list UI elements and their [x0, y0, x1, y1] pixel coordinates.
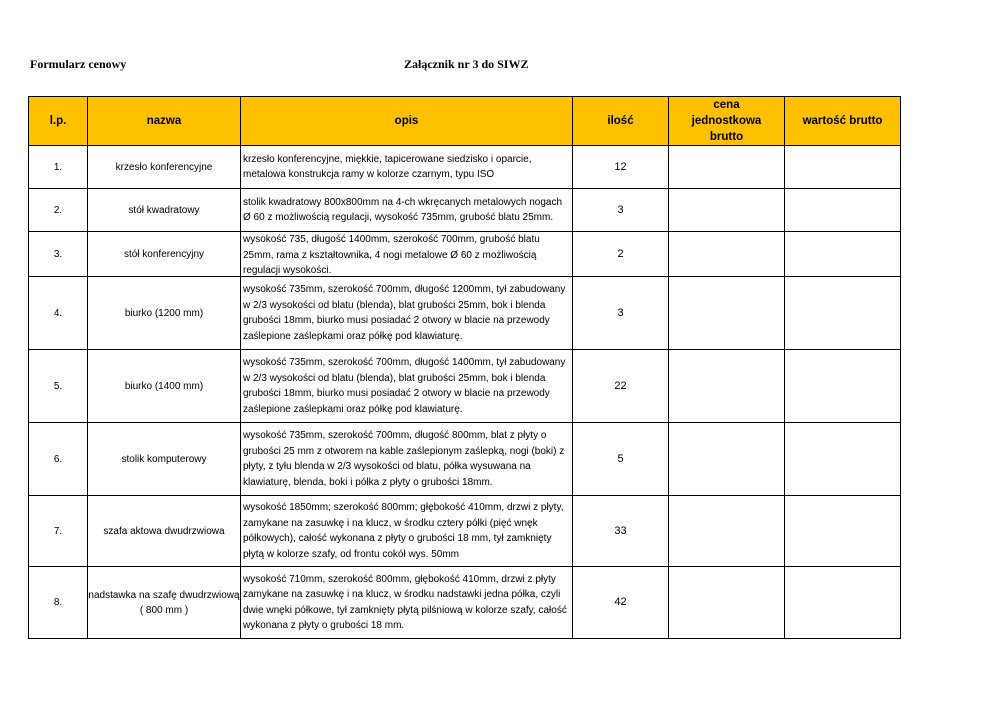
cell-ilosc: 22	[573, 350, 669, 423]
cell-opis	[241, 423, 573, 496]
cell-ilosc: 12	[573, 146, 669, 189]
cell-wartosc[interactable]	[785, 567, 901, 639]
cell-opis	[241, 189, 573, 232]
cell-cena[interactable]	[669, 146, 785, 189]
cell-wartosc[interactable]	[785, 423, 901, 496]
cell-opis	[241, 350, 573, 423]
cell-nazwa: nadstawka na szafę dwudrzwiową ( 800 mm )	[88, 567, 241, 639]
cell-nazwa: biurko (1400 mm)	[88, 350, 241, 423]
attachment-title: Załącznik nr 3 do SIWZ	[404, 57, 529, 71]
cell-ilosc: 3	[573, 277, 669, 350]
cell-opis	[241, 567, 573, 639]
table-row	[29, 350, 901, 423]
cell-opis-text: krzesło konferencyjne, miękkie, tapicerowane siedzisko i oparcie, metalowa konstrukcja ramy w kolorze czarnym, typu ISO	[243, 153, 532, 180]
price-table	[28, 96, 901, 639]
cell-lp: 1.	[29, 146, 88, 189]
cell-cena[interactable]	[669, 423, 785, 496]
cell-lp: 6.	[29, 423, 88, 496]
cell-cena[interactable]	[669, 189, 785, 232]
col-header-ilosc: ilość	[573, 97, 669, 146]
cell-wartosc[interactable]	[785, 146, 901, 189]
cell-nazwa: stół kwadratowy	[88, 189, 241, 232]
cell-nazwa: szafa aktowa dwudrzwiowa	[88, 496, 241, 567]
col-header-opis: opis	[241, 97, 573, 146]
cell-wartosc[interactable]	[785, 232, 901, 277]
cell-lp: 3.	[29, 232, 88, 277]
table-row	[29, 277, 901, 350]
table-row	[29, 232, 901, 277]
cell-ilosc: 2	[573, 232, 669, 277]
col-header-wartosc: wartość brutto	[785, 97, 901, 146]
cell-opis	[241, 232, 573, 277]
cell-cena[interactable]	[669, 567, 785, 639]
cell-nazwa: krzesło konferencyjne	[88, 146, 241, 189]
cell-opis-text: wysokość 735mm, szerokość 700mm, długość 800mm, blat z płyty o grubości 25 mm z otworem na kable zaślepionym zaślepką, nogi (boki) z płyty, z tyłu blenda w 2/3 wysokości od blatu, półka wysuwana na klawiaturę, blenda, boki i półka z płyty o grubości 18mm.	[243, 430, 565, 488]
table-row	[29, 567, 901, 639]
cell-opis-text: stolik kwadratowy 800x800mm na 4-ch wkręcanych metalowych nogach Ø 60 z możliwością regulacji, wysokość 735mm, grubość blatu 25mm.	[243, 196, 563, 223]
cell-cena[interactable]	[669, 232, 785, 277]
cell-opis-text: wysokość 1850mm; szerokość 800mm; głębokość 410mm, drzwi z płyty, zamykane na zasuwkę i na klucz, w środku cztery półki (pięć wnęk półkowych), całość wykonana z płyty o grubości 18 mm, tył zamknięty płytą w kolorze szafy, od frontu cokół wys. 50mm	[243, 502, 564, 560]
cell-nazwa: stolik komputerowy	[88, 423, 241, 496]
table-header-row	[29, 97, 901, 146]
table-row	[29, 423, 901, 496]
cell-nazwa: stół konferencyjny	[88, 232, 241, 277]
table-row	[29, 189, 901, 232]
cell-lp: 8.	[29, 567, 88, 639]
cell-wartosc[interactable]	[785, 189, 901, 232]
cell-opis	[241, 146, 573, 189]
cell-lp: 7.	[29, 496, 88, 567]
cell-opis	[241, 277, 573, 350]
cell-ilosc: 3	[573, 189, 669, 232]
col-header-cena: cena jednostkowa brutto	[669, 97, 785, 146]
cell-ilosc: 33	[573, 496, 669, 567]
cell-wartosc[interactable]	[785, 277, 901, 350]
cell-cena[interactable]	[669, 350, 785, 423]
col-header-nazwa: nazwa	[88, 97, 241, 146]
cell-opis-text: wysokość 735mm, szerokość 700mm, długość 1400mm, tył zabudowany w 2/3 wysokości od blatu (blenda), blat grubości 25mm, bok i blenda grubości 18mm, biurko musi posiadać 2 otwory w blacie na przewody zaślepione zaślepkami oraz półkę pod klawiaturę.	[243, 357, 566, 415]
cell-lp: 2.	[29, 189, 88, 232]
cell-wartosc[interactable]	[785, 496, 901, 567]
cell-cena[interactable]	[669, 277, 785, 350]
cell-opis	[241, 496, 573, 567]
cell-nazwa: biurko (1200 mm)	[88, 277, 241, 350]
table-row	[29, 146, 901, 189]
cell-opis-text: wysokość 710mm, szerokość 800mm, głębokość 410mm, drzwi z płyty zamykane na zasuwkę i na klucz, w środku nadstawki jedna półka, czyli dwie wnęki półkowe, tył zamknięty płytą pilśniową w kolorze szafy, całość wykonana z płyty o grubości 18 mm.	[243, 573, 567, 631]
cell-cena[interactable]	[669, 496, 785, 567]
col-header-lp: l.p.	[29, 97, 88, 146]
form-title: Formularz cenowy	[30, 57, 127, 71]
cell-opis-text: wysokość 735mm, szerokość 700mm, długość 1200mm, tył zabudowany w 2/3 wysokości od blatu (blenda), blat grubości 25mm, bok i blenda grubości 18mm, biurko musi posiadać 2 otwory w blacie na przewody zaślepione zaślepkami oraz półkę pod klawiaturę.	[243, 284, 566, 342]
cell-ilosc: 42	[573, 567, 669, 639]
cell-opis-text: wysokość 735, długość 1400mm, szerokość 700mm, grubość blatu 25mm, rama z kształtownika, 4 nogi metalowe Ø 60 z możliwością regulacji wysokości.	[243, 234, 540, 276]
cell-wartosc[interactable]	[785, 350, 901, 423]
cell-lp: 4.	[29, 277, 88, 350]
cell-ilosc: 5	[573, 423, 669, 496]
cell-lp: 5.	[29, 350, 88, 423]
table-row	[29, 496, 901, 567]
